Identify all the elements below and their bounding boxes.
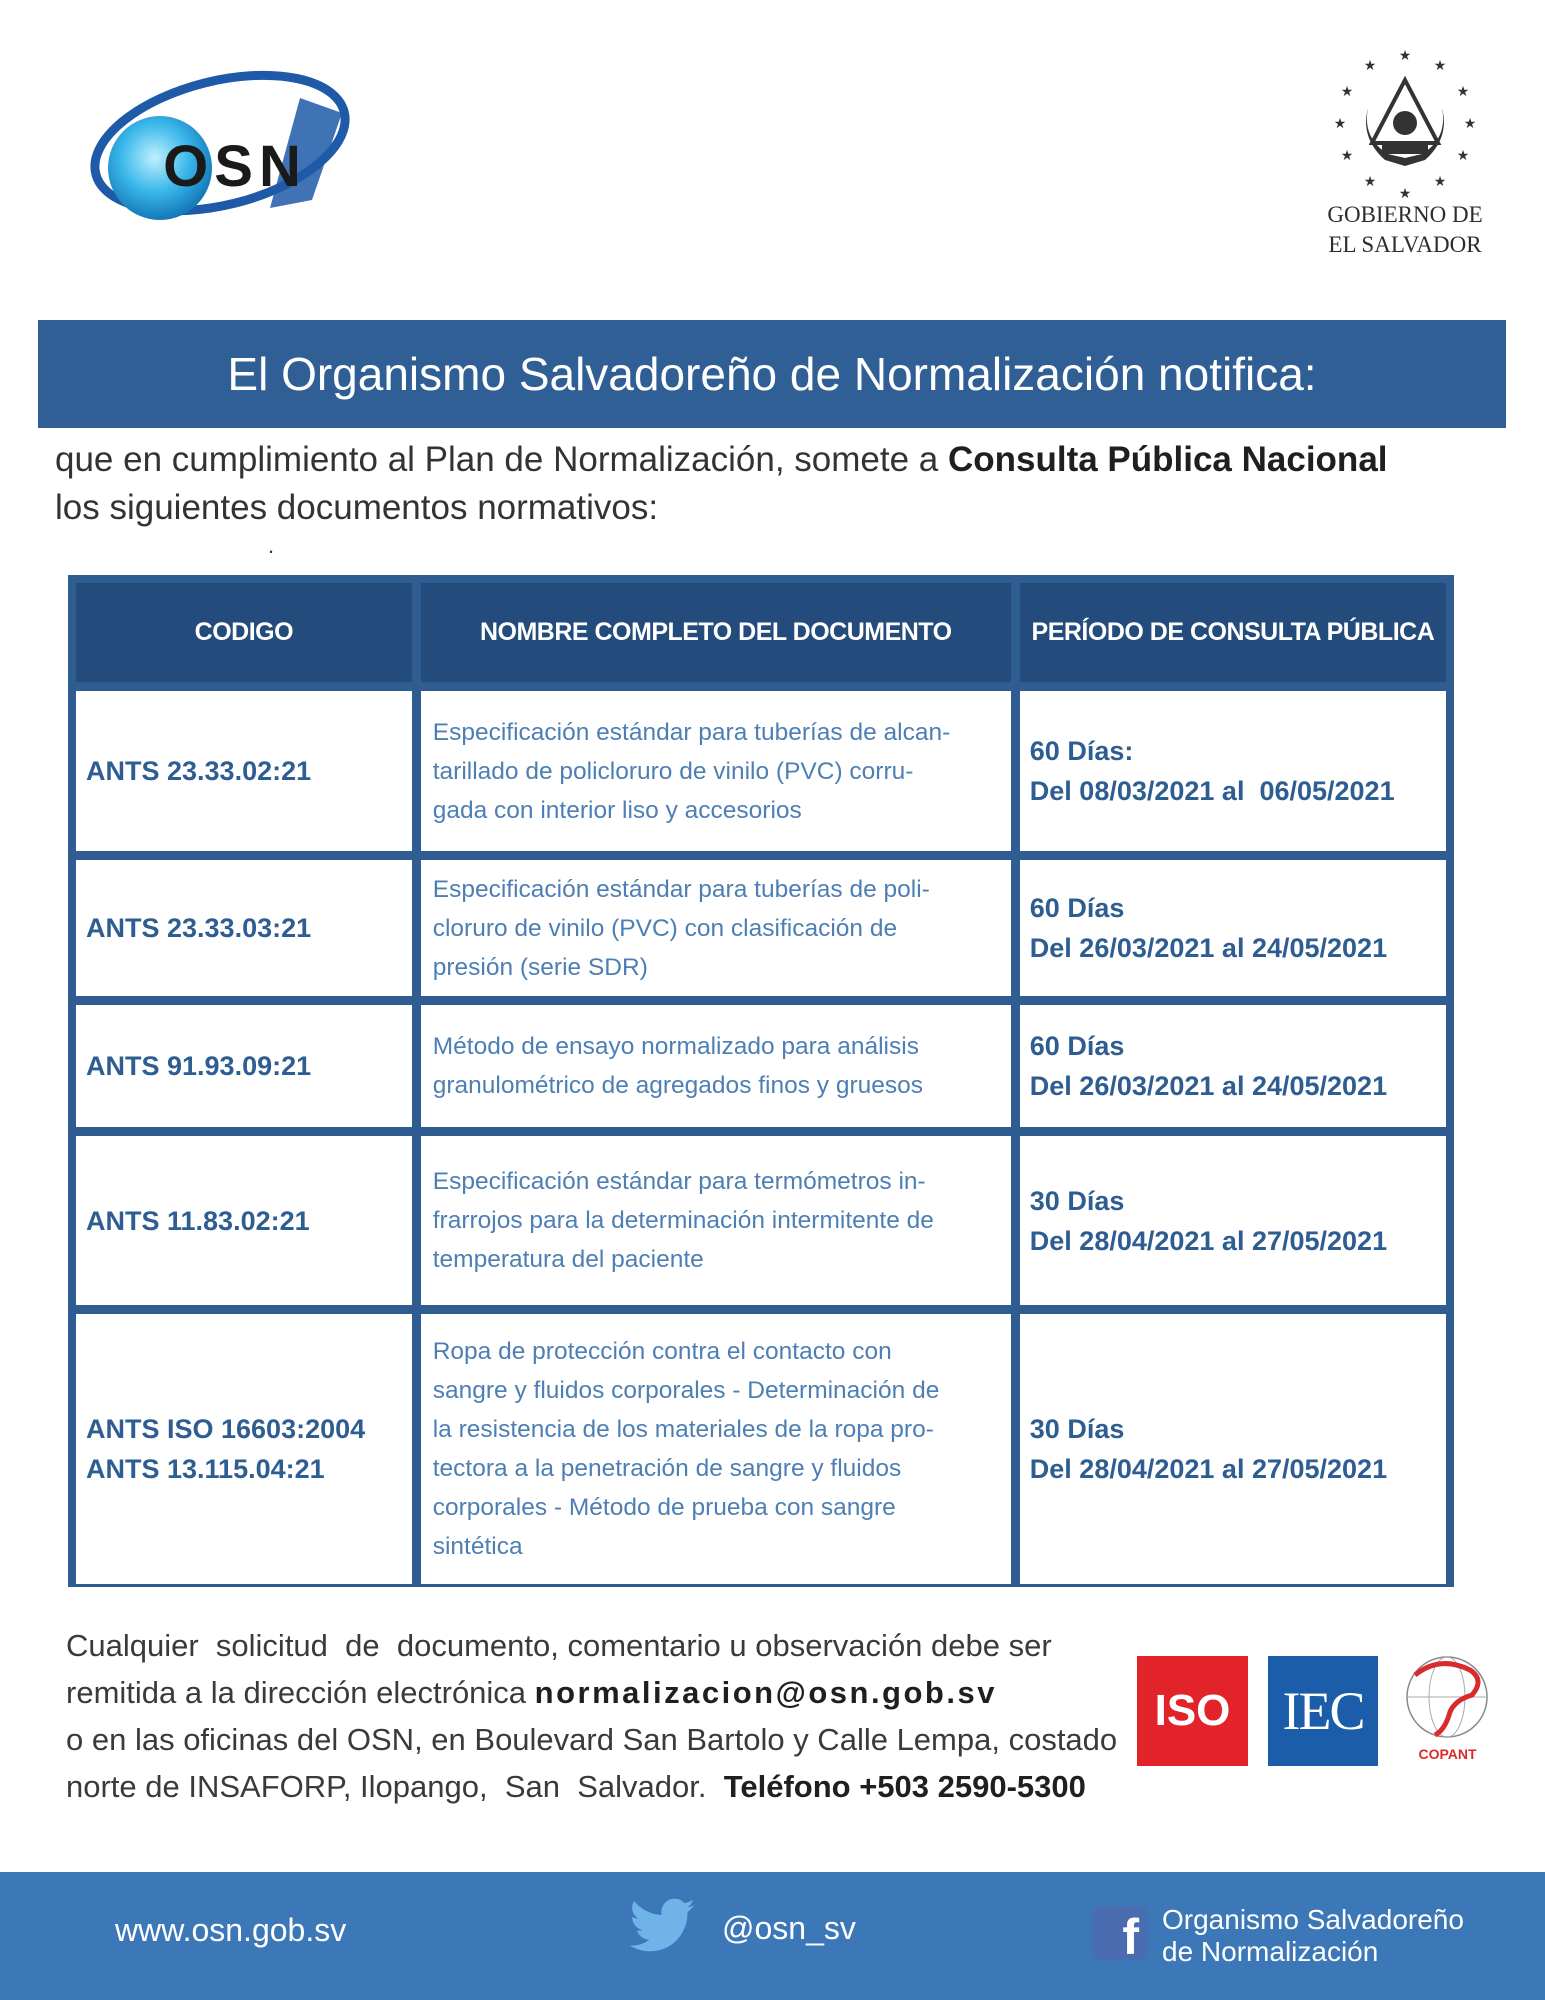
contact-text: remitida a la dirección electrónica bbox=[66, 1675, 535, 1710]
document-name bbox=[421, 1005, 1011, 1127]
contact-line bbox=[66, 1669, 1126, 1716]
name-line: la resistencia de los materiales de la ropa pro- bbox=[432, 1416, 934, 1443]
name-line: sintética bbox=[432, 1533, 523, 1560]
name-line: Especificación estándar para tuberías de alcan- bbox=[432, 718, 951, 746]
svg-text:★: ★ bbox=[1340, 147, 1354, 163]
period-days: 30 Días bbox=[1029, 1185, 1125, 1216]
name-line: gada con interior liso y accesorios bbox=[432, 796, 802, 824]
svg-text:★: ★ bbox=[1463, 115, 1477, 131]
name-line: Ropa de protección contra el contacto con bbox=[432, 1338, 892, 1365]
phone-number: Teléfono +503 2590-5300 bbox=[723, 1769, 1086, 1804]
document-name bbox=[421, 1136, 1011, 1305]
period-days: 30 Días bbox=[1029, 1414, 1125, 1444]
facebook-line: Organismo Salvadoreño bbox=[1162, 1904, 1464, 1935]
consultation-period bbox=[1020, 860, 1446, 996]
contact-text: norte de INSAFORP, Ilopango, San Salvador. bbox=[66, 1769, 724, 1804]
consultation-period bbox=[1020, 1136, 1446, 1305]
consultation-period bbox=[1020, 1314, 1446, 1584]
svg-text:★: ★ bbox=[1333, 115, 1347, 131]
twitter-handle[interactable]: @osn_sv bbox=[722, 1910, 856, 1946]
intro-text-start: que en cumplimiento al Plan de Normalización, somete a bbox=[55, 440, 948, 479]
code-line: ANTS ISO 16603:2004 bbox=[86, 1414, 366, 1444]
svg-text:★: ★ bbox=[1363, 57, 1377, 73]
table-row bbox=[76, 860, 1446, 996]
intro-text-end: los siguientes documentos normativos: bbox=[55, 488, 659, 527]
document-code bbox=[76, 691, 412, 851]
code-line: ANTS 23.33.03:21 bbox=[86, 913, 312, 943]
svg-text:★: ★ bbox=[1433, 173, 1447, 189]
contact-paragraph bbox=[66, 1622, 1126, 1810]
osn-logo bbox=[80, 58, 360, 238]
svg-text:★: ★ bbox=[1398, 48, 1412, 63]
facebook-icon[interactable]: f bbox=[1093, 1906, 1147, 1960]
name-line: corporales - Método de prueba con sangre bbox=[432, 1494, 896, 1521]
period-dates: Del 28/04/2021 al 27/05/2021 bbox=[1029, 1454, 1388, 1484]
copant-logo-text: COPANT bbox=[1418, 1746, 1477, 1762]
email-link[interactable]: normalizacion@osn.gob.sv bbox=[534, 1675, 997, 1710]
period-dates: Del 28/04/2021 al 27/05/2021 bbox=[1029, 1225, 1388, 1256]
period-dates: Del 26/03/2021 al 24/05/2021 bbox=[1029, 933, 1388, 963]
table-header-row bbox=[76, 583, 1446, 682]
table-row bbox=[76, 691, 1446, 851]
name-line: tectora a la penetración de sangre y fluidos bbox=[432, 1455, 902, 1482]
notice-banner bbox=[38, 320, 1506, 428]
table-row bbox=[76, 1005, 1446, 1127]
name-line: Especificación estándar para termómetros in- bbox=[432, 1168, 926, 1195]
facebook-page-name[interactable] bbox=[1162, 1904, 1464, 1968]
header-codigo: CODIGO bbox=[76, 583, 412, 682]
table-row bbox=[76, 1136, 1446, 1305]
consultation-period bbox=[1020, 1005, 1446, 1127]
intro-bold-phrase: Consulta Pública Nacional bbox=[947, 440, 1388, 479]
code-line: ANTS 91.93.09:21 bbox=[86, 1051, 312, 1081]
svg-text:★: ★ bbox=[1433, 57, 1447, 73]
name-line: granulométrico de agregados finos y gruesos bbox=[432, 1072, 924, 1099]
document-code bbox=[76, 1005, 412, 1127]
table-row bbox=[76, 1314, 1446, 1584]
government-text-line2: EL SALVADOR bbox=[1328, 232, 1482, 257]
document-name bbox=[421, 691, 1011, 851]
documents-table bbox=[68, 575, 1454, 1587]
government-text-line1: GOBIERNO DE bbox=[1327, 202, 1483, 227]
svg-text:★: ★ bbox=[1456, 83, 1470, 99]
name-line: tarillado de policloruro de vinilo (PVC) corru- bbox=[432, 757, 914, 785]
facebook-line: de Normalización bbox=[1162, 1936, 1379, 1967]
period-days: 60 Días bbox=[1029, 1031, 1125, 1061]
name-line: cloruro de vinilo (PVC) con clasificación de bbox=[432, 914, 898, 942]
government-logo bbox=[1300, 48, 1510, 268]
period-days: 60 Días: bbox=[1029, 736, 1134, 766]
name-line: sangre y fluidos corporales - Determinación de bbox=[432, 1377, 940, 1404]
globe-icon bbox=[1400, 1650, 1495, 1745]
contact-line bbox=[66, 1763, 1126, 1810]
iec-logo bbox=[1268, 1656, 1378, 1766]
footer-bar bbox=[0, 1872, 1545, 2000]
period-days: 60 Días bbox=[1029, 893, 1125, 923]
intro-paragraph bbox=[55, 436, 1475, 532]
svg-text:★: ★ bbox=[1340, 83, 1354, 99]
name-line: Especificación estándar para tuberías de poli- bbox=[432, 875, 930, 903]
code-line: ANTS 23.33.02:21 bbox=[86, 756, 312, 786]
website-link[interactable]: www.osn.gob.sv bbox=[115, 1912, 347, 1948]
name-line: Método de ensayo normalizado para análisis bbox=[432, 1033, 919, 1060]
contact-line: o en las oficinas del OSN, en Boulevard San Bartolo y Calle Lempa, costado bbox=[66, 1722, 1118, 1757]
consultation-period bbox=[1020, 691, 1446, 851]
svg-text:★: ★ bbox=[1363, 173, 1377, 189]
coat-of-arms-icon bbox=[1330, 48, 1480, 198]
code-line: ANTS 13.115.04:21 bbox=[86, 1454, 325, 1484]
name-line: temperatura del paciente bbox=[432, 1246, 704, 1273]
osn-logo-text: OSN bbox=[163, 134, 307, 199]
document-name bbox=[421, 1314, 1011, 1584]
iec-logo-text: IEC bbox=[1282, 1681, 1364, 1741]
iso-logo-text: ISO bbox=[1154, 1686, 1231, 1735]
iso-logo bbox=[1137, 1656, 1248, 1766]
svg-text:★: ★ bbox=[1456, 147, 1470, 163]
document-code bbox=[76, 1314, 412, 1584]
code-line: ANTS 11.83.02:21 bbox=[86, 1205, 310, 1236]
twitter-icon[interactable] bbox=[630, 1898, 696, 1959]
banner-title: El Organismo Salvadoreño de Normalización notifica: bbox=[227, 348, 1317, 400]
header-nombre: NOMBRE COMPLETO DEL DOCUMENTO bbox=[421, 583, 1011, 682]
document-code bbox=[76, 860, 412, 996]
header-periodo: PERÍODO DE CONSULTA PÚBLICA bbox=[1020, 583, 1446, 682]
copant-logo bbox=[1400, 1650, 1495, 1770]
period-dates: Del 26/03/2021 al 24/05/2021 bbox=[1029, 1071, 1388, 1101]
stray-dot: . bbox=[268, 533, 275, 558]
period-dates: Del 08/03/2021 al 06/05/2021 bbox=[1029, 776, 1395, 806]
document-name bbox=[421, 860, 1011, 996]
svg-text:★: ★ bbox=[1398, 185, 1412, 198]
name-line: presión (serie SDR) bbox=[432, 953, 648, 981]
contact-line: Cualquier solicitud de documento, comentario u observación debe ser bbox=[66, 1628, 1052, 1663]
name-line: frarrojos para la determinación intermitente de bbox=[432, 1207, 934, 1234]
document-code bbox=[76, 1136, 412, 1305]
